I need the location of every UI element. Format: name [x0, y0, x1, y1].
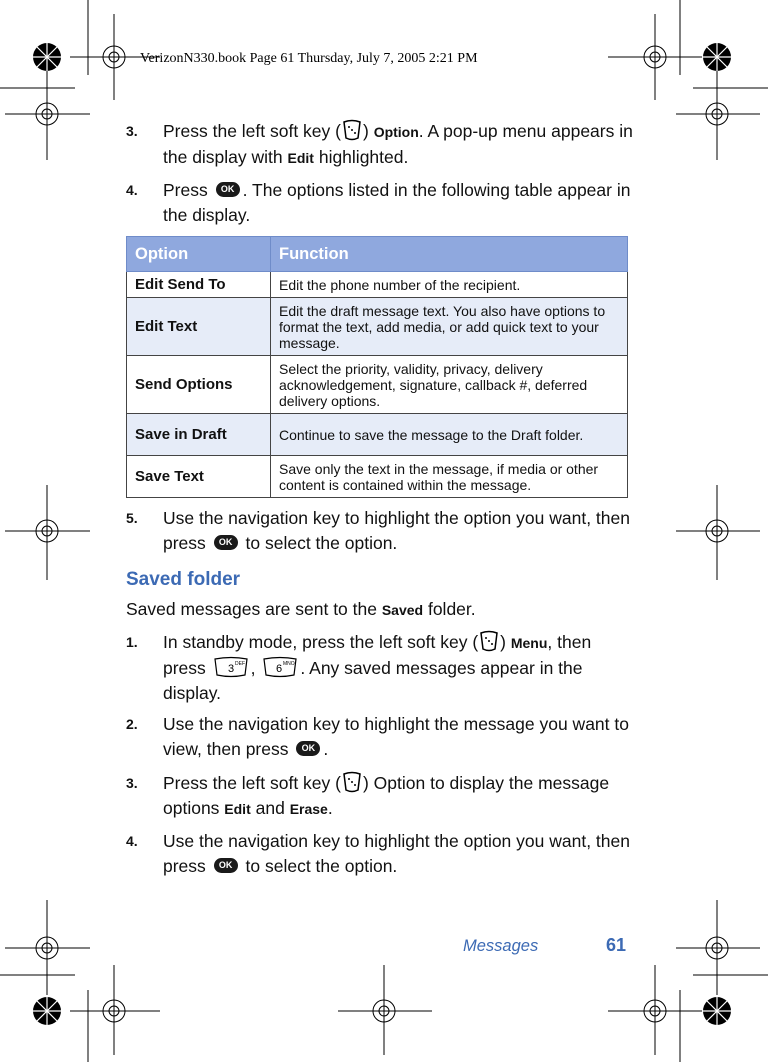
- option-cell: Save Text: [127, 456, 271, 498]
- edit-label: Edit: [224, 801, 251, 818]
- edit-label: Edit: [287, 150, 314, 166]
- left-soft-key-icon: [478, 629, 500, 653]
- footer-section-label: Messages: [463, 937, 539, 955]
- step-5: [126, 506, 636, 556]
- table-header-row: [127, 237, 628, 272]
- ok-key-icon: OK: [296, 741, 320, 756]
- option-label: Option: [373, 124, 419, 140]
- step-text: In standby mode, press the left soft key (: [163, 632, 479, 652]
- ok-key-icon: OK: [216, 182, 240, 197]
- step-text: Use the navigation key to highlight the option you want, then press: [163, 508, 630, 553]
- page-number: 61: [606, 935, 627, 955]
- step-number: 2.: [126, 716, 138, 732]
- option-cell: Send Options: [127, 356, 271, 414]
- table-row: [127, 414, 628, 456]
- step-text: Press the left soft key (: [163, 773, 341, 793]
- section-intro: Saved messages are sent to the Saved folder.: [126, 599, 476, 619]
- svg-text:6: 6: [276, 663, 283, 676]
- function-cell: Save only the text in the message, if media or other content is contained within the message.: [271, 456, 628, 498]
- saved-step-1: 1. In standby mode, press the left soft key ( ) Menu, then press 3 DEF , 6 MNO . Any saved messages appear in the display.: [126, 630, 636, 706]
- saved-label: Saved: [381, 602, 424, 618]
- function-cell: Select the priority, validity, privacy, delivery acknowledgement, signature, callback #, deferred delivery options.: [271, 356, 628, 414]
- step-text: , then press: [163, 632, 592, 678]
- saved-step-3: 3. Press the left soft key ( ) Option to display the message options Edit and Erase.: [126, 771, 636, 822]
- ok-key-icon: OK: [214, 858, 238, 873]
- header-option: Option: [127, 237, 271, 272]
- step-number: 4.: [126, 182, 138, 198]
- step-3-top: [126, 119, 636, 171]
- step-number: 5.: [126, 510, 138, 526]
- function-cell: Continue to save the message to the Draft folder.: [271, 414, 628, 456]
- table-row: [127, 298, 628, 356]
- erase-label: Erase: [289, 801, 328, 818]
- step-text: Use the navigation key to highlight the message you want to view, then press: [163, 714, 629, 759]
- saved-step-2: [126, 712, 636, 762]
- section-title: Saved folder: [126, 569, 241, 590]
- step-text: ) Option to display the message options: [163, 773, 610, 819]
- left-soft-key-icon: [341, 118, 363, 142]
- svg-text:DEF: DEF: [234, 661, 245, 668]
- step-number: 3.: [126, 775, 138, 791]
- step-text: Use the navigation key to highlight the option you want, then press: [163, 831, 630, 876]
- step-text: Press: [163, 180, 213, 200]
- step-number: 1.: [126, 634, 138, 650]
- step-text: ): [362, 121, 374, 141]
- menu-label: Menu: [510, 635, 548, 651]
- svg-text:MNO: MNO: [283, 661, 296, 668]
- running-head: VerizonN330.book Page 61 Thursday, July 7, 2005 2:21 PM: [140, 51, 478, 66]
- step-text: . The options listed in the following table appear in the display.: [163, 180, 631, 225]
- step-text: . Any saved messages appear in the display.: [163, 658, 583, 703]
- option-cell: Edit Send To: [127, 272, 271, 298]
- svg-text:3: 3: [227, 663, 234, 676]
- step-text: ): [500, 632, 511, 652]
- key-6-icon: [260, 656, 300, 678]
- function-cell: Edit the draft message text. You also have options to format the text, add media, or add quick text to your message.: [271, 298, 628, 356]
- step-text: Press the left soft key (: [163, 121, 341, 141]
- left-soft-key-icon: [341, 770, 363, 794]
- function-cell: Edit the phone number of the recipient.: [271, 272, 628, 298]
- step-text: . A pop-up menu appears in the display with: [163, 121, 633, 167]
- step-number: 4.: [126, 833, 138, 849]
- step-text: highlighted.: [313, 147, 409, 167]
- table-row: [127, 456, 628, 498]
- header-function: Function: [271, 237, 628, 272]
- options-table: [126, 236, 628, 498]
- option-cell: Save in Draft: [127, 414, 271, 456]
- ok-key-icon: OK: [214, 535, 238, 550]
- step-4-top: [126, 178, 636, 228]
- table-row: [127, 272, 628, 298]
- step-text: to select the option.: [240, 533, 398, 553]
- key-3-icon: [211, 656, 251, 678]
- option-cell: Edit Text: [127, 298, 271, 356]
- step-text: .: [323, 739, 329, 759]
- step-number: 3.: [126, 123, 138, 139]
- step-text: to select the option.: [240, 856, 398, 876]
- table-row: [127, 356, 628, 414]
- saved-step-4: [126, 829, 636, 879]
